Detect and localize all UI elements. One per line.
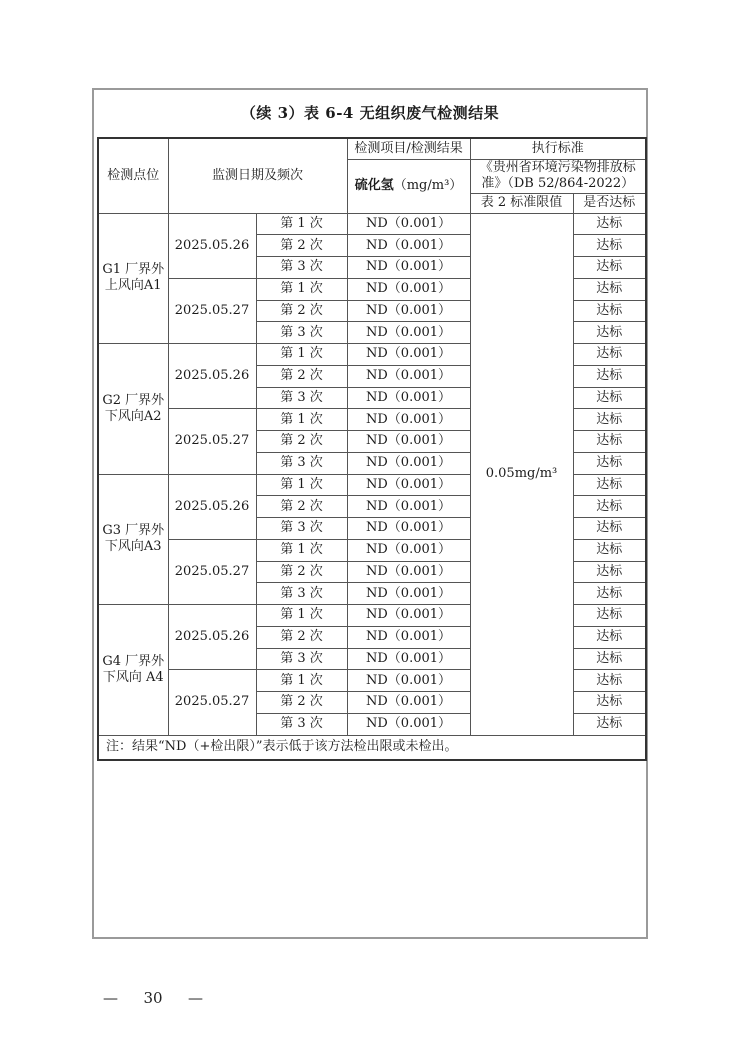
date-cell: 2025.05.26 (168, 344, 256, 409)
table-body (98, 213, 646, 735)
run-label-cell: 第 1 次 (256, 278, 347, 300)
run-label-cell: 第 3 次 (256, 518, 347, 540)
result-cell: ND（0.001） (347, 452, 470, 474)
date-cell: 2025.05.26 (168, 474, 256, 539)
header-row-1 (98, 138, 646, 159)
point-cell-line: G4 厂界外 (102, 653, 165, 669)
run-label-cell: 第 2 次 (256, 626, 347, 648)
standard-name-line2: 准》（DB 52/864-2022） (481, 176, 635, 191)
page-number-left-dash: — (103, 989, 118, 1007)
pass-cell: 达标 (573, 452, 646, 474)
pass-cell: 达标 (573, 278, 646, 300)
run-label-cell: 第 2 次 (256, 300, 347, 322)
pass-cell: 达标 (573, 583, 646, 605)
results-table (97, 137, 647, 761)
run-label-cell: 第 2 次 (256, 496, 347, 518)
page-title: （续 3）表 6-4 无组织废气检测结果 (240, 104, 500, 122)
header-parameter (347, 159, 470, 213)
run-label-cell: 第 1 次 (256, 409, 347, 431)
result-cell: ND（0.001） (347, 692, 470, 714)
header-standard: 执行标准 (470, 138, 646, 159)
run-label-cell: 第 1 次 (256, 670, 347, 692)
run-label-cell: 第 1 次 (256, 344, 347, 366)
result-cell: ND（0.001） (347, 561, 470, 583)
result-cell: ND（0.001） (347, 235, 470, 257)
standard-name-line1: 《贵州省环境污染物排放标 (479, 159, 636, 175)
pass-cell: 达标 (573, 365, 646, 387)
point-cell-line: G2 厂界外 (102, 392, 165, 408)
result-cell: ND（0.001） (347, 605, 470, 627)
run-label-cell: 第 1 次 (256, 213, 347, 235)
run-label-cell: 第 3 次 (256, 452, 347, 474)
pass-cell: 达标 (573, 322, 646, 344)
run-label-cell: 第 2 次 (256, 561, 347, 583)
table-note: 注：结果“ND（+检出限）”表示低于该方法检出限或未检出。 (98, 735, 646, 760)
point-cell (98, 605, 168, 736)
date-cell: 2025.05.26 (168, 213, 256, 278)
date-cell: 2025.05.26 (168, 605, 256, 670)
pass-cell: 达标 (573, 539, 646, 561)
pass-cell: 达标 (573, 692, 646, 714)
run-label-cell: 第 2 次 (256, 431, 347, 453)
run-label-cell: 第 1 次 (256, 474, 347, 496)
pass-cell: 达标 (573, 431, 646, 453)
result-cell: ND（0.001） (347, 278, 470, 300)
result-cell: ND（0.001） (347, 518, 470, 540)
pass-cell: 达标 (573, 561, 646, 583)
page-number-value: 30 (143, 989, 163, 1007)
note-row (98, 735, 646, 760)
pass-cell: 达标 (573, 605, 646, 627)
result-cell: ND（0.001） (347, 496, 470, 518)
point-cell-line: 下风向A2 (104, 408, 162, 424)
pass-cell: 达标 (573, 713, 646, 735)
point-cell-line: G1 厂界外 (102, 262, 165, 277)
header-pass: 是否达标 (573, 193, 646, 213)
result-cell: ND（0.001） (347, 387, 470, 409)
result-cell: ND（0.001） (347, 539, 470, 561)
table-header (98, 138, 646, 213)
result-cell: ND（0.001） (347, 431, 470, 453)
result-cell: ND（0.001） (347, 213, 470, 235)
pass-cell: 达标 (573, 387, 646, 409)
result-cell: ND（0.001） (347, 409, 470, 431)
point-cell-line: 上风向A1 (104, 278, 162, 294)
result-cell: ND（0.001） (347, 648, 470, 670)
result-cell: ND（0.001） (347, 713, 470, 735)
result-cell: ND（0.001） (347, 300, 470, 322)
pass-cell: 达标 (573, 409, 646, 431)
page-number (103, 989, 203, 1007)
run-label-cell: 第 3 次 (256, 648, 347, 670)
header-date-frequency: 监测日期及频次 (168, 138, 347, 213)
pass-cell: 达标 (573, 496, 646, 518)
pass-cell: 达标 (573, 670, 646, 692)
point-cell (98, 213, 168, 344)
header-limit: 表 2 标准限值 (470, 193, 573, 213)
header-item-result: 检测项目/检测结果 (347, 138, 470, 159)
result-cell: ND（0.001） (347, 626, 470, 648)
run-label-cell: 第 2 次 (256, 365, 347, 387)
pass-cell: 达标 (573, 518, 646, 540)
date-cell: 2025.05.27 (168, 670, 256, 735)
date-cell: 2025.05.27 (168, 409, 256, 474)
pass-cell: 达标 (573, 474, 646, 496)
parameter-unit: （mg/m³） (393, 177, 463, 193)
result-cell: ND（0.001） (347, 474, 470, 496)
limit-cell: 0.05mg/m³ (470, 213, 573, 735)
run-label-cell: 第 2 次 (256, 692, 347, 714)
header-standard-name (470, 159, 646, 193)
run-label-cell: 第 3 次 (256, 387, 347, 409)
point-cell-line: 下风向 A4 (102, 669, 164, 685)
pass-cell: 达标 (573, 626, 646, 648)
result-cell: ND（0.001） (347, 365, 470, 387)
result-cell: ND（0.001） (347, 322, 470, 344)
header-point: 检测点位 (98, 138, 168, 213)
pass-cell: 达标 (573, 257, 646, 279)
pass-cell: 达标 (573, 648, 646, 670)
run-label-cell: 第 3 次 (256, 713, 347, 735)
result-cell: ND（0.001） (347, 257, 470, 279)
point-cell-line: 下风向A3 (104, 539, 162, 555)
point-cell-line: G3 厂界外 (102, 523, 165, 538)
date-cell: 2025.05.27 (168, 278, 256, 343)
table-footer (98, 735, 646, 760)
point-cell (98, 474, 168, 605)
parameter-name: 硫化氢 (354, 177, 394, 193)
run-label-cell: 第 1 次 (256, 605, 347, 627)
pass-cell: 达标 (573, 344, 646, 366)
run-label-cell: 第 3 次 (256, 583, 347, 605)
pass-cell: 达标 (573, 235, 646, 257)
result-cell: ND（0.001） (347, 583, 470, 605)
point-cell (98, 344, 168, 475)
content-frame (92, 88, 648, 939)
pass-cell: 达标 (573, 213, 646, 235)
page-number-right-dash: — (188, 989, 203, 1007)
run-label-cell: 第 2 次 (256, 235, 347, 257)
table-row (98, 213, 646, 235)
pass-cell: 达标 (573, 300, 646, 322)
result-cell: ND（0.001） (347, 670, 470, 692)
date-cell: 2025.05.27 (168, 539, 256, 604)
result-cell: ND（0.001） (347, 344, 470, 366)
run-label-cell: 第 1 次 (256, 539, 347, 561)
run-label-cell: 第 3 次 (256, 257, 347, 279)
run-label-cell: 第 3 次 (256, 322, 347, 344)
